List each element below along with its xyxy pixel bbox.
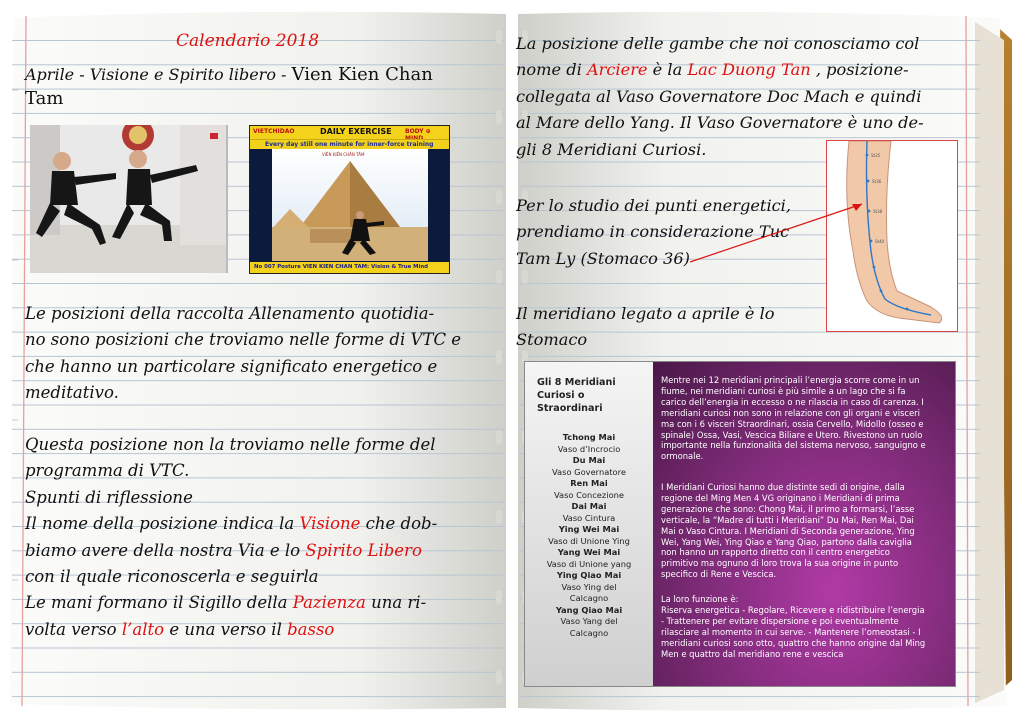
- note-line: programma di VTC.: [25, 461, 190, 481]
- description-line: meridiani curiosi sono otto, quattro che hanno origine dal Ming: [661, 637, 926, 648]
- subtitle-theme: Aprile - Visione e Spirito libero -: [25, 65, 292, 84]
- stance-line: al Mare dello Yang. Il Vaso Governatore è uno de-: [516, 113, 924, 133]
- stance-line: collegata al Vaso Governatore Doc Mach e quindi: [516, 86, 922, 106]
- description-paragraph-1: [661, 375, 926, 462]
- svg-text:St40: St40: [875, 239, 885, 244]
- study-line: prendiamo in considerazione Tuc: [516, 222, 790, 242]
- text-run: che dob-: [360, 514, 438, 534]
- svg-text:St35: St35: [871, 153, 881, 158]
- description-line: ma con i 6 visceri Straordinari, ossia Cervello, Midollo (osseo e: [661, 418, 924, 429]
- text-run: una ri-: [365, 593, 427, 613]
- meridian-translation: Vaso Ying del: [561, 581, 617, 592]
- stance-line: [516, 57, 924, 83]
- description-line: Men e quattro dal meridiano rene e vescica: [661, 648, 844, 659]
- practice-photo: [30, 125, 228, 273]
- meridian-paragraph: [516, 301, 775, 354]
- stance-line: La posizione delle gambe che noi conosciamo col: [516, 34, 920, 53]
- intro-line: che hanno un particolare significato energetico e: [25, 356, 438, 376]
- list-heading-line: Curiosi o: [537, 390, 585, 401]
- description-line: regione del Ming Men 4 VG originano i Meridiani di prima: [661, 492, 900, 503]
- text-run: Il nome della posizione indica la: [25, 514, 300, 534]
- daily-exercise-banner: [249, 125, 450, 274]
- meridians-list-heading: [537, 376, 616, 415]
- banner-author: VIÊN KIẾN CHÂN TÂM: [322, 152, 365, 157]
- description-line: verticale, la “Madre di tutti i Meridiani” Du Mai, Ren Mai, Dai: [661, 514, 914, 525]
- description-line: ormonale.: [661, 451, 704, 462]
- description-line: I Meridiani Curiosi hanno due distinte sedi di origine, dalla: [661, 482, 905, 492]
- description-line: importante nella funzionalità del sistema nervoso, sanguigno e: [661, 440, 926, 451]
- intro-line: Le posizioni della raccolta Allenamento quotidia-: [25, 304, 435, 323]
- description-line: rilasciare al momento in cui serve. - Mantenere l’omeostasi - I: [661, 626, 921, 637]
- banner-tag: BODY ⊕: [405, 128, 431, 135]
- intro-line: meditativo.: [25, 383, 119, 403]
- intro-paragraph: [25, 301, 461, 407]
- text-run: , posizione-: [810, 60, 909, 80]
- meridians-list: [525, 432, 653, 639]
- meridian-name: Tchong Mai: [562, 432, 616, 442]
- highlight-patience: Pazienza: [292, 593, 366, 613]
- description-line: spinale) Ossa, Vasi, Vescica Biliare e Utero. Rivestono un ruolo: [661, 429, 923, 440]
- description-line: - Trattenere per evitare dispersione e poi eventualmente: [661, 615, 899, 626]
- meridian-translation: Vaso Governatore: [552, 466, 626, 477]
- meridian-translation: Vaso d’Incrocio: [557, 443, 621, 454]
- highlight-archer: Arciere: [586, 60, 648, 80]
- highlight-stance-name: Lac Duong Tan: [687, 60, 811, 80]
- meridian-translation: Calcagno: [569, 593, 609, 603]
- banner-tagline: Every day still one minute for inner-force training: [265, 141, 434, 148]
- meridian-name: Ying Wei Mai: [558, 524, 620, 534]
- description-line: meridiani curiosi non sono in relazione con gli organi e visceri: [661, 407, 920, 418]
- study-line: Per lo studio dei punti energetici,: [516, 196, 792, 215]
- list-heading-line: Straordinari: [537, 403, 603, 414]
- meridians-list-panel: [525, 362, 653, 686]
- pointer-arrow: [690, 200, 870, 270]
- meridian-name: Yang Wei Mai: [557, 547, 621, 557]
- svg-text:St36: St36: [872, 179, 882, 184]
- stance-line: gli 8 Meridiani Curiosi.: [516, 139, 707, 159]
- meridian-translation: Calcagno: [569, 627, 609, 638]
- meridian-line: Il meridiano legato a aprile è lo: [516, 304, 775, 323]
- reflection-line: [25, 511, 437, 537]
- description-line: specifico di Rene e Vescica.: [661, 569, 777, 580]
- banner-header: [250, 126, 449, 139]
- meridian-translation: Vaso di Unione yang: [546, 558, 632, 569]
- description-line: Wei, Yang Wei, Ying Qiao e Yang Qiao, partono dalla caviglia: [661, 536, 912, 547]
- banner-brand: VIETCHIDAO: [253, 128, 295, 135]
- meridian-name: Yang Qiao Mai: [555, 604, 623, 615]
- page-subtitle: [25, 64, 433, 85]
- description-paragraph-2: [661, 482, 915, 580]
- description-paragraph-3: [661, 594, 925, 659]
- description-line: carico dell’energia in eccesso o ne rilascia in caso di carenza. I: [661, 396, 924, 407]
- reflection-heading: Spunti di riflessione: [25, 487, 193, 507]
- description-line: fiume, nei meridiani curiosi è più simile a un lago che si fa: [661, 385, 906, 396]
- meridians-description-panel: [653, 362, 955, 686]
- reflection-line: con il quale riconoscerla e seguirla: [25, 567, 319, 587]
- text-run: Le mani formano il Sigillo della: [25, 593, 293, 613]
- note-paragraph: [25, 432, 437, 643]
- reflection-line: [25, 538, 437, 564]
- banner-caption: No 007 Posture VIEN KIEN CHAN TAM: Vision & True Mind: [254, 264, 429, 270]
- meridian-translation: Vaso Yang del: [560, 616, 618, 626]
- description-line: Riserva energetica - Regolare, Ricevere e ridistribuire l’energia: [661, 604, 925, 615]
- meridians-info-box: [525, 362, 955, 686]
- banner-heading: DAILY EXERCISE: [320, 127, 392, 136]
- highlight-down: basso: [287, 619, 335, 639]
- study-line: Tam Ly (Stomaco 36): [516, 248, 690, 268]
- text-run: nome di: [516, 60, 587, 80]
- reflection-line: [25, 590, 437, 616]
- text-run: è la: [647, 60, 688, 80]
- description-line: Mai o Vaso Cintura. I Meridiani di Seconda generazione, Ying: [661, 525, 915, 536]
- highlight-up: l’alto: [121, 619, 165, 639]
- text-run: e una verso il: [164, 619, 288, 639]
- meridian-name: Du Mai: [572, 455, 606, 465]
- meridian-translation: Vaso di Unione Ying: [548, 535, 630, 546]
- meridian-name: Ren Mai: [570, 478, 608, 488]
- highlight-free-spirit: Spirito Libero: [305, 540, 422, 560]
- description-line: non hanno un rapporto diretto con il centro energetico: [661, 547, 890, 558]
- text-run: volta verso: [25, 619, 122, 639]
- calendar-title: Calendario 2018: [176, 31, 320, 51]
- description-line: generazione che sono: Chong Mai, il primo a formarsi, l’asse: [661, 503, 915, 514]
- list-heading-line: Gli 8 Meridiani: [537, 377, 616, 388]
- subtitle-name-cont: Tam: [25, 88, 64, 109]
- meridian-name: Dai Mai: [571, 501, 607, 511]
- meridian-line: Stomaco: [516, 330, 588, 350]
- text-run: biamo avere della nostra Via e lo: [25, 540, 306, 560]
- meridian-translation: Vaso Concezione: [553, 489, 625, 500]
- meridian-name: Ying Qiao Mai: [556, 570, 622, 580]
- reflection-line: [25, 617, 437, 643]
- intro-line: no sono posizioni che troviamo nelle forme di VTC e: [25, 330, 462, 350]
- subtitle-name: Vien Kien Chan: [291, 64, 433, 85]
- highlight-vision: Visione: [299, 514, 361, 534]
- description-line: Mentre nei 12 meridiani principali l’energia scorre come in un: [661, 375, 920, 385]
- description-line: La loro funzione è:: [661, 594, 739, 604]
- note-line: Questa posizione non la troviamo nelle forme del: [25, 435, 436, 454]
- description-line: primitivo ma ognuno di loro trova la sua origine in punto: [661, 558, 899, 569]
- svg-text:St38: St38: [873, 209, 883, 214]
- meridian-translation: Vaso Cintura: [562, 512, 616, 523]
